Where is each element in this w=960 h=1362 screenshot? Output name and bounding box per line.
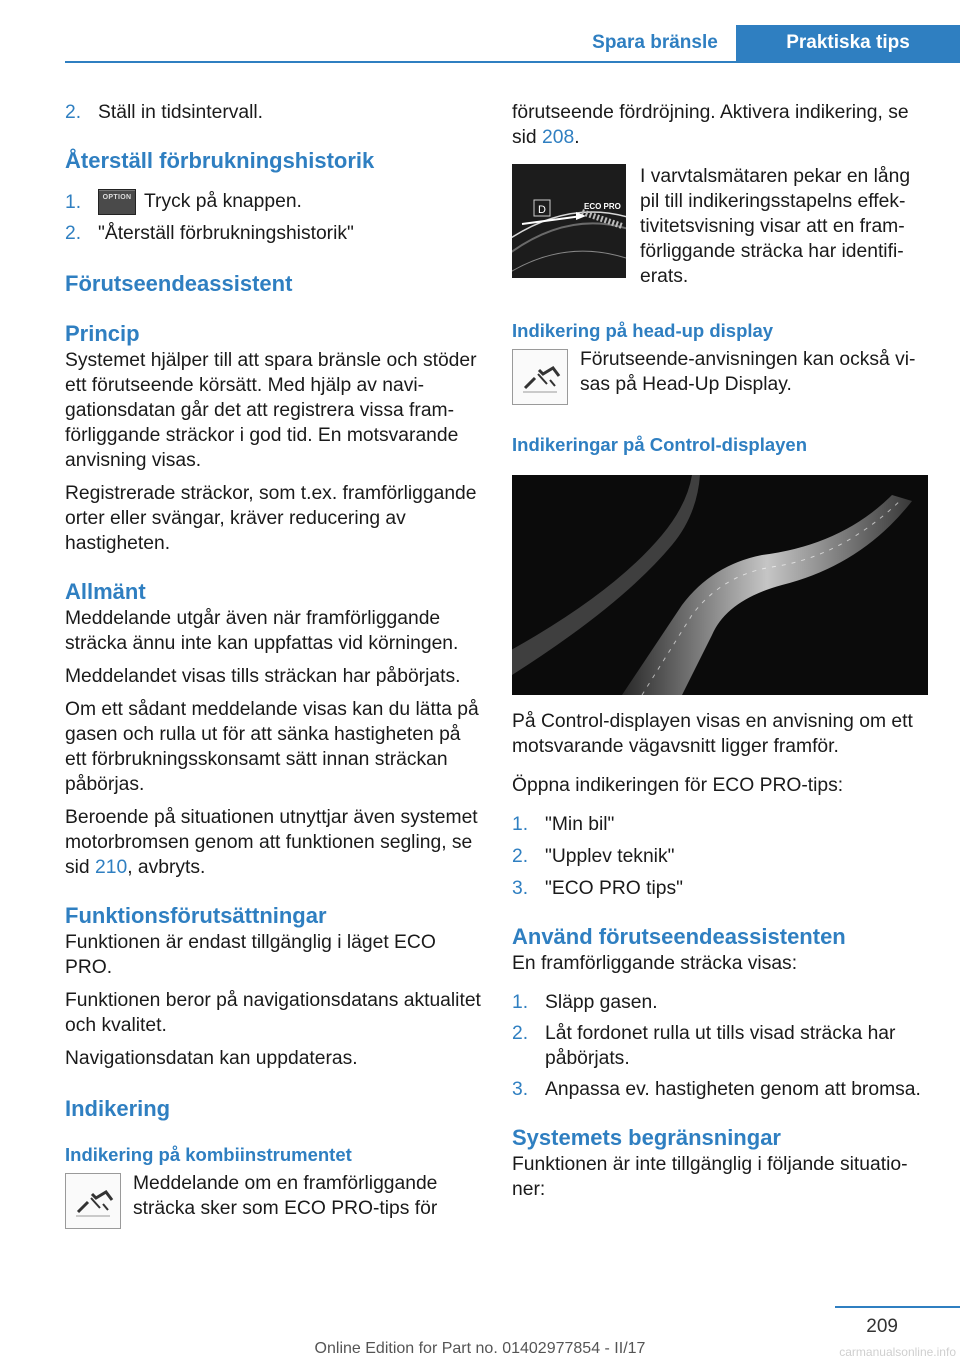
paragraph: En framförliggande sträcka visas: bbox=[512, 953, 798, 974]
heading-use-assistant: Använd förutseendeassistenten bbox=[512, 924, 846, 949]
header-chapter-tab[interactable]: Praktiska tips bbox=[736, 25, 960, 61]
tachometer-image bbox=[512, 164, 626, 278]
paragraph bbox=[512, 100, 930, 150]
paragraph: Öppna indikeringen för ECO PRO-tips: bbox=[512, 775, 844, 796]
page-link[interactable]: 208 bbox=[542, 127, 575, 148]
list-text: "Upplev teknik" bbox=[545, 846, 675, 867]
option-button-icon bbox=[98, 189, 136, 215]
option-button-label: OPTION bbox=[102, 194, 132, 201]
list-number: 2. bbox=[512, 846, 529, 867]
list-text: Ställ in tidsintervall. bbox=[98, 102, 264, 123]
instrument-cluster-block bbox=[65, 1171, 483, 1229]
list-item bbox=[512, 990, 930, 1015]
list-number: 1. bbox=[65, 191, 82, 213]
watermark: carmanualsonline.info bbox=[839, 1345, 956, 1359]
heading-control-display: Indikeringar på Control-displayen bbox=[512, 434, 808, 455]
interval-steps bbox=[65, 100, 483, 125]
paragraph-text: . bbox=[574, 127, 580, 148]
gauge-d-label: D bbox=[538, 204, 546, 216]
list-text-wrap bbox=[98, 189, 483, 215]
page-link[interactable]: 210 bbox=[95, 857, 128, 878]
list-item bbox=[65, 100, 483, 125]
list-item bbox=[512, 1021, 930, 1071]
use-steps bbox=[512, 990, 930, 1102]
list-item bbox=[512, 812, 930, 837]
list-text: Tryck på knappen. bbox=[144, 191, 302, 213]
predictive-road-icon bbox=[512, 349, 568, 405]
heading-princip: Princip bbox=[65, 321, 140, 346]
list-item bbox=[65, 189, 483, 215]
paragraph: På Control-displayen visas en anvisning om ett motsvarande vägavsnitt ligger framför. bbox=[512, 711, 913, 757]
list-number: 2. bbox=[65, 102, 82, 123]
right-column bbox=[512, 100, 930, 1202]
road-display-image bbox=[512, 475, 930, 695]
paragraph-text: Beroende på situationen utnyttjar även systemet motorbromsen genom att funktionen segling, se sid bbox=[65, 807, 478, 878]
list-text: Anpassa ev. hastigheten genom att bromsa. bbox=[545, 1079, 921, 1100]
paragraph: Funktionen beror på navigationsdatans aktualitet och kvalitet. bbox=[65, 990, 481, 1036]
paragraph: Meddelandet visas tills sträckan har påbörjats. bbox=[65, 666, 461, 687]
paragraph: Om ett sådant meddelande visas kan du lätta på gasen och rulla ut för att sänka hastigheten på ett förbrukningsskonsamt sätt innan sträckan påbörjas. bbox=[65, 699, 479, 795]
predictive-road-icon bbox=[65, 1173, 121, 1229]
gauge-eco-label: ECO PRO bbox=[584, 202, 621, 211]
heading-head-up: Indikering på head-up display bbox=[512, 320, 774, 341]
list-number: 2. bbox=[512, 1023, 529, 1044]
list-text: "Återställ förbrukningshistorik" bbox=[98, 223, 354, 244]
paragraph: Systemet hjälper till att spara bränsle och stöder ett förutseende körsätt. Med hjälp av navigationsdatan går det att registrera vissa framförliggande sträckor i god tid. En motsvarande anvisning visas. bbox=[65, 350, 477, 471]
left-column bbox=[65, 100, 483, 1229]
list-number: 1. bbox=[512, 814, 529, 835]
paragraph: Förutseende-anvisningen kan också visas på Head-Up Display. bbox=[580, 349, 916, 395]
list-text: Låt fordonet rulla ut tills visad sträcka har påbörjats. bbox=[545, 1023, 896, 1069]
paragraph: Navigationsdatan kan uppdateras. bbox=[65, 1048, 358, 1069]
header-rule bbox=[65, 61, 960, 63]
list-text: "ECO PRO tips" bbox=[545, 878, 683, 899]
header-section-tab[interactable]: Spara bränsle bbox=[592, 32, 718, 53]
paragraph: Funktionen är inte tillgänglig i följande situationer: bbox=[512, 1154, 908, 1200]
list-item bbox=[65, 221, 483, 246]
list-item bbox=[512, 876, 930, 901]
heading-reset-history: Återställ förbrukningshistorik bbox=[65, 148, 375, 173]
edition-line: Online Edition for Part no. 01402977854 - II/17 bbox=[314, 1340, 646, 1357]
heading-allmant: Allmänt bbox=[65, 579, 146, 604]
page-number: 209 bbox=[866, 1316, 898, 1337]
gauge-block bbox=[512, 164, 930, 289]
head-up-block bbox=[512, 347, 930, 405]
paragraph: Registrerade sträckor, som t.ex. framförliggande orter eller svängar, kräver reducering av hastigheten. bbox=[65, 483, 477, 554]
heading-instrument-cluster: Indikering på kombiinstrumentet bbox=[65, 1144, 352, 1165]
list-item bbox=[512, 1077, 930, 1102]
paragraph: Meddelande om en framförliggande sträcka sker som ECO PRO-tips för bbox=[133, 1173, 438, 1219]
paragraph-text: , avbryts. bbox=[127, 857, 206, 878]
heading-requirements: Funktionsförutsättningar bbox=[65, 903, 327, 928]
paragraph bbox=[65, 805, 483, 880]
heading-limitations: Systemets begränsningar bbox=[512, 1125, 781, 1150]
open-steps bbox=[512, 812, 930, 901]
paragraph-text: förutseende fördröjning. Aktivera indikering, se sid bbox=[512, 102, 909, 148]
reset-steps bbox=[65, 189, 483, 246]
heading-indikering: Indikering bbox=[65, 1096, 171, 1121]
list-number: 1. bbox=[512, 992, 529, 1013]
list-number: 2. bbox=[65, 223, 82, 244]
paragraph: Meddelande utgår även när framförliggande sträcka ännu inte kan uppfattas vid körningen. bbox=[65, 608, 459, 654]
list-text: "Min bil" bbox=[545, 814, 615, 835]
list-number: 3. bbox=[512, 878, 529, 899]
paragraph: Funktionen är endast tillgänglig i läget ECO PRO. bbox=[65, 932, 436, 978]
footer-rule bbox=[835, 1306, 960, 1308]
list-number: 3. bbox=[512, 1079, 529, 1100]
list-text: Släpp gasen. bbox=[545, 992, 658, 1013]
list-item bbox=[512, 844, 930, 869]
heading-predictive-assistant: Förutseendeassistent bbox=[65, 271, 293, 296]
paragraph: I varvtalsmätaren pekar en lång pil till indikeringsstapelns effektivitetsvisning visar att en framförliggande sträcka har identifierats. bbox=[640, 166, 911, 287]
